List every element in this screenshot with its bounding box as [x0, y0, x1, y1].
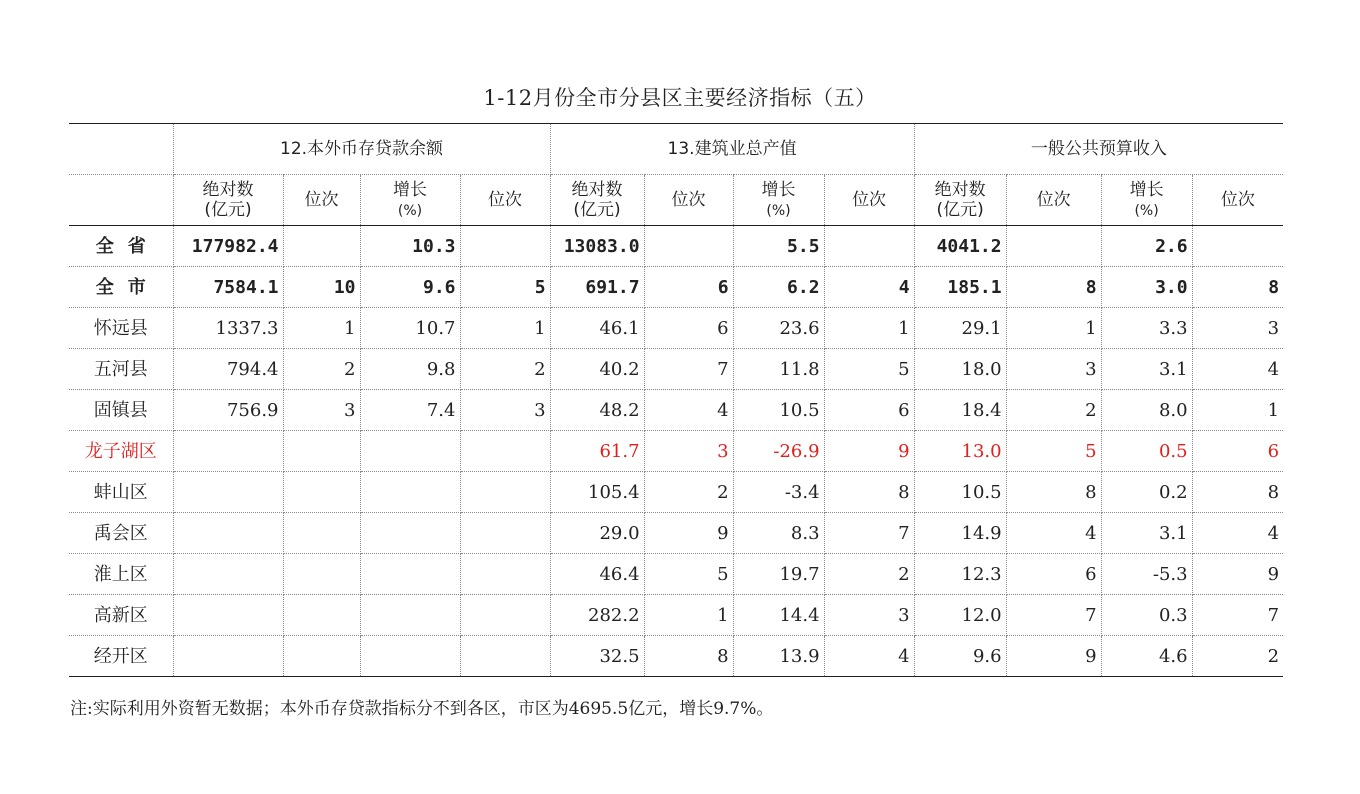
cell-c-grrank: 5	[824, 349, 914, 390]
cell-d-grrank: 2	[460, 349, 550, 390]
group-header-row	[69, 124, 1283, 175]
cell-d-rank	[283, 513, 360, 554]
indicator-table	[69, 123, 1283, 677]
cell-c-abs: 691.7	[550, 267, 644, 308]
cell-d-grrank	[460, 554, 550, 595]
cell-d-rank: 3	[283, 390, 360, 431]
cell-c-gr: -26.9	[733, 431, 824, 472]
cell-c-abs: 46.4	[550, 554, 644, 595]
col-growth: 增长 (%)	[360, 175, 460, 226]
cell-b-abs: 18.0	[914, 349, 1006, 390]
cell-b-grrank: 1	[1192, 390, 1283, 431]
table-row	[69, 431, 1283, 472]
cell-c-grrank	[824, 226, 914, 267]
cell-d-rank	[283, 431, 360, 472]
col-rank: 位次	[1006, 175, 1101, 226]
col-rank: 位次	[824, 175, 914, 226]
cell-c-abs: 40.2	[550, 349, 644, 390]
col-rank: 位次	[1192, 175, 1283, 226]
region-name: 蚌山区	[69, 472, 173, 513]
cell-c-rank: 2	[644, 472, 733, 513]
cell-b-abs: 4041.2	[914, 226, 1006, 267]
cell-d-abs	[173, 513, 283, 554]
cell-d-gr: 10.7	[360, 308, 460, 349]
cell-d-abs	[173, 472, 283, 513]
cell-c-gr: 23.6	[733, 308, 824, 349]
cell-b-gr: 0.5	[1101, 431, 1192, 472]
cell-d-abs	[173, 636, 283, 677]
cell-d-grrank	[460, 595, 550, 636]
cell-b-rank: 2	[1006, 390, 1101, 431]
col-growth: 增长 (%)	[1101, 175, 1192, 226]
cell-c-abs: 48.2	[550, 390, 644, 431]
cell-d-gr	[360, 636, 460, 677]
cell-d-gr	[360, 554, 460, 595]
table-row	[69, 308, 1283, 349]
cell-b-grrank: 6	[1192, 431, 1283, 472]
region-name: 五河县	[69, 349, 173, 390]
cell-d-abs: 794.4	[173, 349, 283, 390]
cell-c-gr: 5.5	[733, 226, 824, 267]
cell-c-gr: 11.8	[733, 349, 824, 390]
cell-d-grrank	[460, 513, 550, 554]
cell-d-abs: 7584.1	[173, 267, 283, 308]
cell-b-grrank: 3	[1192, 308, 1283, 349]
cell-d-grrank	[460, 431, 550, 472]
cell-b-gr: 3.3	[1101, 308, 1192, 349]
cell-d-grrank: 5	[460, 267, 550, 308]
cell-d-gr	[360, 513, 460, 554]
cell-b-rank	[1006, 226, 1101, 267]
cell-c-rank: 1	[644, 595, 733, 636]
cell-c-gr: 13.9	[733, 636, 824, 677]
cell-c-grrank: 7	[824, 513, 914, 554]
cell-b-rank: 3	[1006, 349, 1101, 390]
cell-c-grrank: 2	[824, 554, 914, 595]
cell-d-gr: 9.6	[360, 267, 460, 308]
table-row	[69, 513, 1283, 554]
cell-c-grrank: 9	[824, 431, 914, 472]
cell-d-gr: 7.4	[360, 390, 460, 431]
cell-b-abs: 18.4	[914, 390, 1006, 431]
group-deposits: 12.本外币存贷款余额	[173, 124, 550, 175]
cell-d-gr	[360, 472, 460, 513]
cell-c-grrank: 1	[824, 308, 914, 349]
cell-b-abs: 9.6	[914, 636, 1006, 677]
col-rank: 位次	[283, 175, 360, 226]
region-name: 淮上区	[69, 554, 173, 595]
cell-b-grrank: 9	[1192, 554, 1283, 595]
cell-d-rank	[283, 472, 360, 513]
cell-b-gr: 0.3	[1101, 595, 1192, 636]
cell-b-grrank: 8	[1192, 267, 1283, 308]
cell-b-grrank	[1192, 226, 1283, 267]
cell-d-rank	[283, 595, 360, 636]
cell-c-grrank: 3	[824, 595, 914, 636]
cell-b-abs: 12.0	[914, 595, 1006, 636]
cell-c-rank: 4	[644, 390, 733, 431]
col-growth: 增长 (%)	[733, 175, 824, 226]
cell-b-rank: 9	[1006, 636, 1101, 677]
cell-c-abs: 29.0	[550, 513, 644, 554]
cell-d-rank: 2	[283, 349, 360, 390]
region-name: 固镇县	[69, 390, 173, 431]
cell-b-gr: 4.6	[1101, 636, 1192, 677]
sub-header-row	[69, 175, 1283, 226]
table-row	[69, 226, 1283, 267]
cell-b-gr: 3.1	[1101, 349, 1192, 390]
cell-d-gr: 10.3	[360, 226, 460, 267]
cell-c-grrank: 4	[824, 267, 914, 308]
cell-d-abs: 1337.3	[173, 308, 283, 349]
cell-b-gr: 3.1	[1101, 513, 1192, 554]
cell-d-rank: 1	[283, 308, 360, 349]
cell-c-abs: 105.4	[550, 472, 644, 513]
cell-b-rank: 4	[1006, 513, 1101, 554]
region-name: 禹会区	[69, 513, 173, 554]
cell-c-rank: 6	[644, 308, 733, 349]
cell-d-grrank: 3	[460, 390, 550, 431]
cell-d-gr: 9.8	[360, 349, 460, 390]
cell-d-grrank	[460, 226, 550, 267]
cell-c-abs: 282.2	[550, 595, 644, 636]
cell-b-gr: -5.3	[1101, 554, 1192, 595]
cell-d-abs	[173, 431, 283, 472]
cell-b-rank: 8	[1006, 267, 1101, 308]
cell-b-grrank: 4	[1192, 513, 1283, 554]
cell-b-rank: 8	[1006, 472, 1101, 513]
table-row	[69, 554, 1283, 595]
cell-d-gr	[360, 431, 460, 472]
region-name: 高新区	[69, 595, 173, 636]
table-row	[69, 636, 1283, 677]
cell-d-abs: 756.9	[173, 390, 283, 431]
page-title: 1-12月份全市分县区主要经济指标（五）	[483, 86, 877, 110]
cell-c-gr: 6.2	[733, 267, 824, 308]
table-row	[69, 349, 1283, 390]
cell-c-abs: 13083.0	[550, 226, 644, 267]
region-name: 龙子湖区	[69, 431, 173, 472]
cell-c-grrank: 6	[824, 390, 914, 431]
cell-b-grrank: 8	[1192, 472, 1283, 513]
cell-c-abs: 46.1	[550, 308, 644, 349]
cell-b-rank: 1	[1006, 308, 1101, 349]
cell-b-gr: 8.0	[1101, 390, 1192, 431]
cell-d-rank	[283, 554, 360, 595]
cell-c-grrank: 8	[824, 472, 914, 513]
cell-d-abs	[173, 595, 283, 636]
col-rank: 位次	[460, 175, 550, 226]
cell-d-rank: 10	[283, 267, 360, 308]
cell-b-abs: 13.0	[914, 431, 1006, 472]
cell-b-grrank: 4	[1192, 349, 1283, 390]
cell-d-grrank	[460, 636, 550, 677]
cell-b-grrank: 7	[1192, 595, 1283, 636]
cell-b-abs: 29.1	[914, 308, 1006, 349]
table-row	[69, 390, 1283, 431]
cell-c-gr: 8.3	[733, 513, 824, 554]
cell-c-rank: 9	[644, 513, 733, 554]
region-name: 全省	[69, 226, 173, 267]
cell-d-rank	[283, 636, 360, 677]
col-abs: 绝对数 (亿元)	[550, 175, 644, 226]
cell-c-gr: -3.4	[733, 472, 824, 513]
cell-c-rank: 6	[644, 267, 733, 308]
corner-cell	[69, 124, 173, 175]
cell-c-rank: 8	[644, 636, 733, 677]
region-name: 怀远县	[69, 308, 173, 349]
cell-b-abs: 12.3	[914, 554, 1006, 595]
cell-c-abs: 32.5	[550, 636, 644, 677]
sub-corner-cell	[69, 175, 173, 226]
cell-c-rank: 3	[644, 431, 733, 472]
cell-c-gr: 10.5	[733, 390, 824, 431]
cell-b-abs: 14.9	[914, 513, 1006, 554]
cell-c-rank: 7	[644, 349, 733, 390]
footnote: 注:实际利用外资暂无数据；本外币存贷款指标分不到各区，市区为4695.5亿元，增长9.7%。	[70, 699, 774, 719]
cell-d-rank	[283, 226, 360, 267]
cell-b-rank: 6	[1006, 554, 1101, 595]
cell-c-gr: 14.4	[733, 595, 824, 636]
cell-b-rank: 7	[1006, 595, 1101, 636]
cell-d-abs	[173, 554, 283, 595]
table-row	[69, 472, 1283, 513]
cell-c-abs: 61.7	[550, 431, 644, 472]
cell-b-gr: 3.0	[1101, 267, 1192, 308]
cell-d-grrank: 1	[460, 308, 550, 349]
cell-d-grrank	[460, 472, 550, 513]
cell-c-rank	[644, 226, 733, 267]
group-construction: 13.建筑业总产值	[550, 124, 914, 175]
region-name: 全市	[69, 267, 173, 308]
cell-b-gr: 0.2	[1101, 472, 1192, 513]
region-name: 经开区	[69, 636, 173, 677]
table-row	[69, 595, 1283, 636]
cell-c-grrank: 4	[824, 636, 914, 677]
group-budget: 一般公共预算收入	[914, 124, 1283, 175]
cell-c-gr: 19.7	[733, 554, 824, 595]
cell-b-rank: 5	[1006, 431, 1101, 472]
cell-b-abs: 10.5	[914, 472, 1006, 513]
col-abs: 绝对数 (亿元)	[914, 175, 1006, 226]
cell-d-gr	[360, 595, 460, 636]
cell-b-grrank: 2	[1192, 636, 1283, 677]
cell-b-gr: 2.6	[1101, 226, 1192, 267]
cell-d-abs: 177982.4	[173, 226, 283, 267]
cell-b-abs: 185.1	[914, 267, 1006, 308]
cell-c-rank: 5	[644, 554, 733, 595]
col-rank: 位次	[644, 175, 733, 226]
table-row	[69, 267, 1283, 308]
col-abs: 绝对数 (亿元)	[173, 175, 283, 226]
